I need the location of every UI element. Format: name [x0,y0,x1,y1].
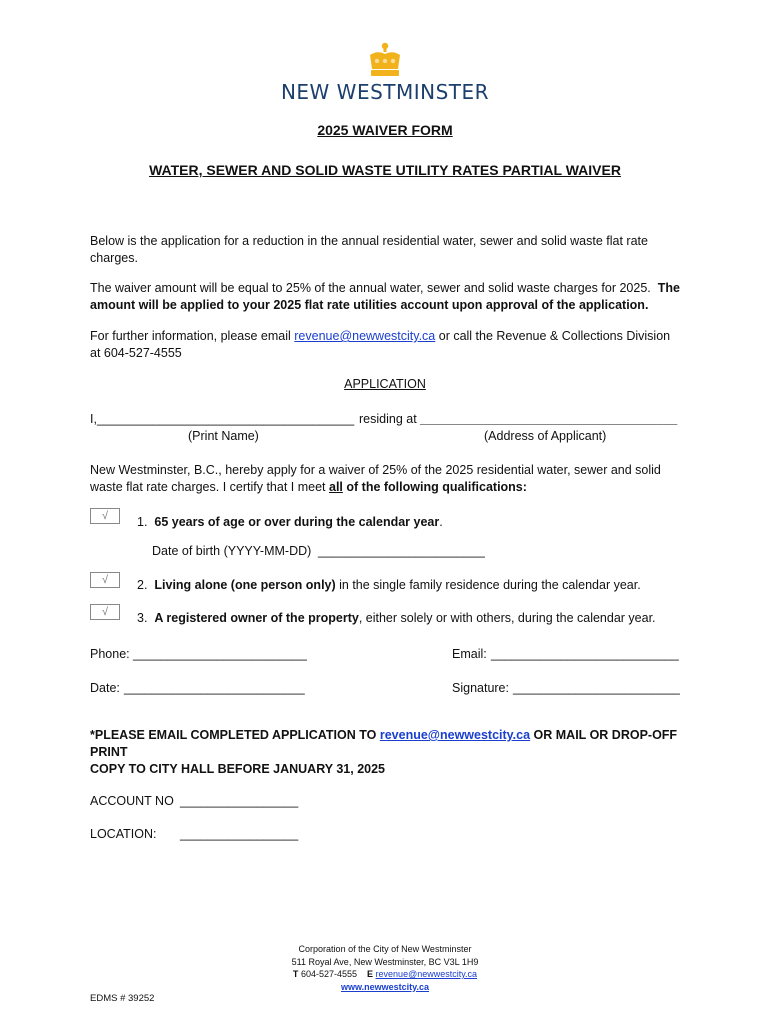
phone-label: Phone: [90,647,130,661]
info-phone: at 604-527-4555 [90,346,182,360]
declaration [90,462,690,496]
form-title: 2025 WAIVER FORM [317,122,453,138]
declaration-line-2: waste flat rate charges. I certify that I meet [90,480,329,494]
signature-field[interactable]: ________________________ [513,681,680,695]
info-text-after: or call the Revenue & Collections Division [435,329,671,343]
dob-field[interactable]: ________________________ [318,544,485,558]
intro-paragraph-2-text: The waiver amount will be equal to 25% of the annual water, sewer and solid waste charges for 2025. [90,281,651,295]
qualification-2-rest: in the single family residence during the calendar year. [335,578,641,592]
dob-label: Date of birth (YYYY-MM-DD) [152,544,312,558]
application-heading: APPLICATION [344,377,426,391]
footer-phone-prefix: T [292,969,299,979]
qualification-1-number: 1. [137,515,148,529]
qualification-3-number: 3. [137,611,148,625]
footer-email-link[interactable]: revenue@newwestcity.ca [375,969,478,979]
footer-website-link[interactable]: www.newwestcity.ca [340,981,430,992]
qualification-3 [137,610,656,627]
qualification-3-bold: A registered owner of the property [154,611,359,625]
qualification-2 [137,577,641,594]
qualification-2-number: 2. [137,578,148,592]
footer [0,943,770,993]
qualification-3-checkbox[interactable]: √ [90,604,120,620]
notice-email-link[interactable]: revenue@newwestcity.ca [379,728,531,742]
applicant-name-field[interactable]: I,_____________________________________ [90,412,355,426]
declaration-qualifications: of the following qualifications: [342,480,527,494]
footer-address: 511 Royal Ave, New Westminster, BC V3L 1H9 [291,956,479,967]
qualification-1-checkbox[interactable]: √ [90,508,120,524]
print-name-label: (Print Name) [188,429,259,443]
org-name: NEW WESTMINSTER [280,80,490,104]
footer-phone: 604-527-4555 [300,969,357,979]
residing-at-label: residing at [359,412,417,426]
footer-contact [0,968,770,981]
form-subtitle: WATER, SEWER AND SOLID WASTE UTILITY RATES PARTIAL WAIVER [149,162,621,178]
footer-org: Corporation of the City of New Westminster [298,944,472,954]
qualification-2-checkbox[interactable]: √ [90,572,120,588]
applicant-address-field[interactable]: _____________________________________ [420,412,678,426]
notice-text-after: OR MAIL OR DROP-OFF PRINT [90,728,678,759]
footer-email-prefix: E [367,969,374,979]
address-label: (Address of Applicant) [484,429,607,443]
date-label: Date: [90,681,120,695]
phone-field[interactable]: _________________________ [133,647,307,661]
edms-number: EDMS # 39252 [90,993,155,1004]
revenue-email-link[interactable]: revenue@newwestcity.ca [294,329,436,343]
notice-text: *PLEASE EMAIL COMPLETED APPLICATION TO [90,728,380,742]
submission-notice [90,727,690,778]
qualification-1 [137,514,443,531]
qualification-2-bold: Living alone (one person only) [154,578,336,592]
intro-paragraph-2 [90,280,685,314]
intro-paragraph-3 [90,328,690,362]
location-label: LOCATION: [90,827,157,841]
intro-paragraph-2-bold: The amount will be applied to your 2025 flat rate utilities account upon approval of the application. [90,281,680,312]
account-no-field[interactable]: _________________ [180,794,299,808]
declaration-line-1: New Westminster, B.C., hereby apply for a waiver of 25% of the 2025 residential water, sewer and solid [90,463,661,477]
qualification-1-bold: 65 years of age or over during the calendar year [154,515,440,529]
location-field[interactable]: _________________ [180,827,299,841]
notice-deadline: COPY TO CITY HALL BEFORE JANUARY 31, 2025 [90,762,385,776]
intro-paragraph-1: Below is the application for a reduction in the annual residential water, sewer and solid waste flat rate charges. [90,234,648,265]
email-field[interactable]: ___________________________ [491,647,679,661]
city-logo [0,42,770,104]
qualification-1-rest: . [439,515,443,529]
account-no-label: ACCOUNT NO [90,794,174,808]
email-label: Email: [452,647,487,661]
signature-label: Signature: [452,681,509,695]
crown-icon [368,42,402,78]
info-text: For further information, please email [90,329,295,343]
qualification-3-rest: , either solely or with others, during the calendar year. [358,611,656,625]
declaration-all: all [329,480,343,494]
date-field[interactable]: __________________________ [124,681,305,695]
